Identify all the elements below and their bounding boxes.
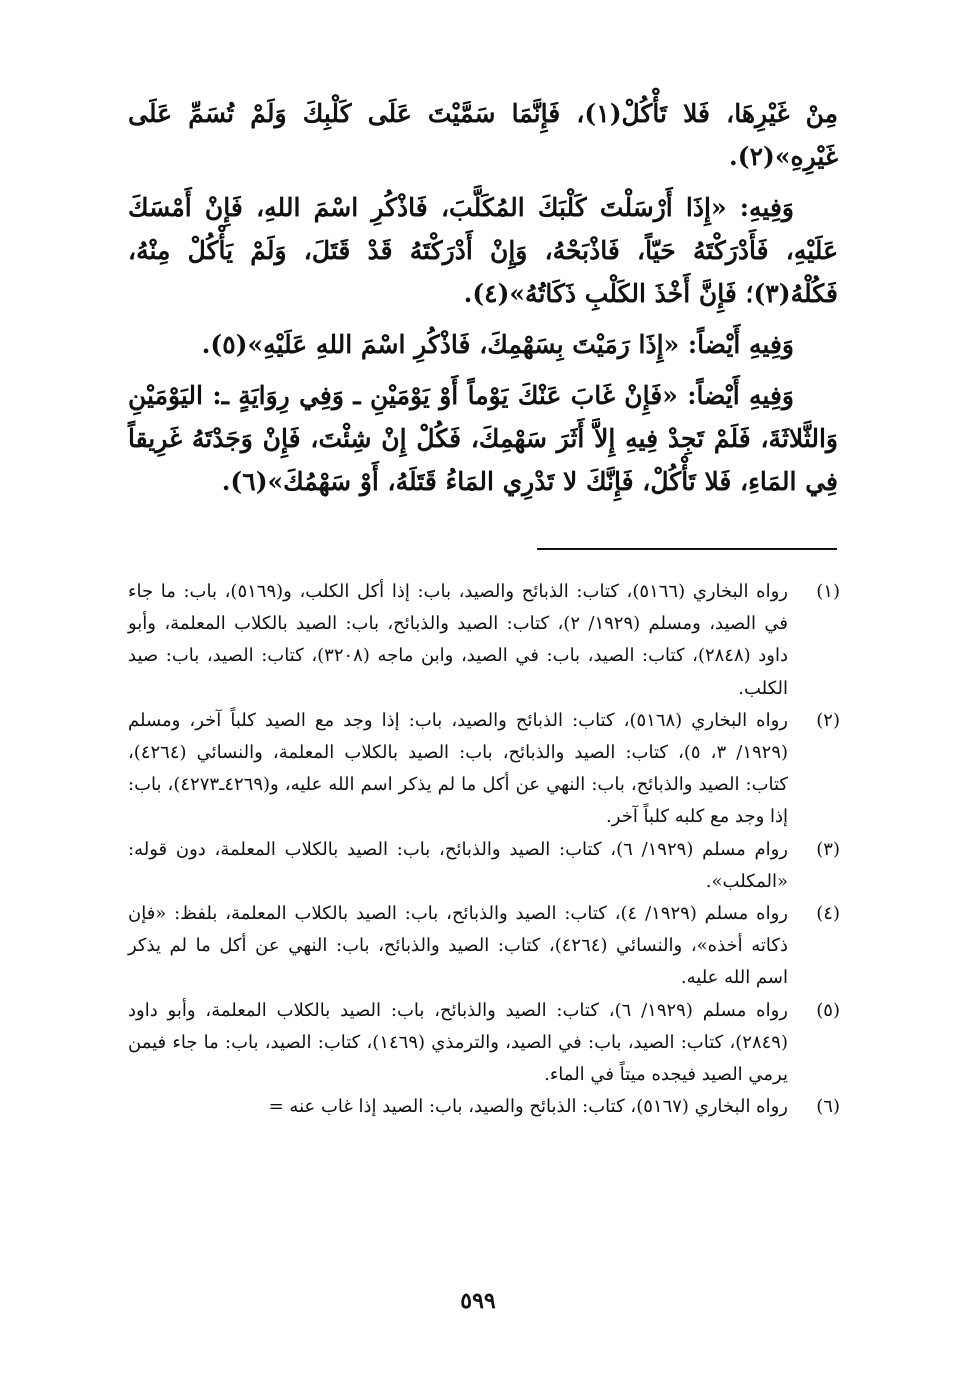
footnote-text: رواه البخاري (٥١٦٨)، كتاب: الذبائح والصيد، باب: إذا وجد مع الصيد كلباً آخر، ومسلم (١٩٢٩/ ٣، ٥)، كتاب: الصيد والذبائح، باب: الصيد بالكلاب المعلمة، والنسائي (٤٢٦٤)، كتاب: الصيد والذبائح، باب: النهي عن أكل ما لم يذكر اسم الله عليه، و(٤٢٦٩ـ٤٢٧٣)، باب: إذا وجد مع كلبه كلباً آخر. [128,709,789,828]
footnotes-section [128,576,840,1123]
footnote-item [128,995,840,1092]
footnote-text: رواه البخاري (٥١٦٧)، كتاب: الذبائح والصيد، باب: الصيد إذا غاب عنه = [268,1096,788,1118]
footnote-text: روام مسلم (١٩٢٩/ ٦)، كتاب: الصيد والذبائح، باب: الصيد بالكلاب المعلمة، دون قوله: «المكلب». [128,838,789,892]
footnote-separator [537,548,837,550]
main-paragraph: وَفِيهِ أَيْضاً: «إِذَا رَمَيْتَ بِسَهْمِكَ، فَاذْكُرِ اسْمَ اللهِ عَلَيْهِ»(٥). [201,330,794,359]
main-paragraph: مِنْ غَيْرِهَا، فَلا تَأْكُلْ(١)، فَإِنَّمَا سَمَّيْتَ عَلَى كَلْبِكَ وَلَمْ تُسَمِّ عَلَى غَيْرِهِ»(٢). [128,99,839,171]
footnote-item [128,834,840,898]
footnote-text: رواه مسلم (١٩٢٩/ ٦)، كتاب: الصيد والذبائح، باب: الصيد بالكلاب المعلمة، وأبو داود (٢٨٤٩)، كتاب: الصيد، باب: في الصيد، والترمذي (١٤٦٩)، كتاب: الصيد، باب: ما جاء فيمن يرمي الصيد فيجده ميتاً في الماء. [128,999,788,1086]
footnote-number: (٤) [816,903,840,925]
footnote-text: رواه مسلم (١٩٢٩/ ٤)، كتاب: الصيد والذبائح، باب: الصيد بالكلاب المعلمة، بلفظ: «فإن ذكاته أخذه»، والنسائي (٤٢٦٤)، كتاب: الصيد والذبائح، باب: النهي عن أكل ما لم يذكر اسم الله عليه. [128,903,788,989]
footnote-number: (٥) [816,999,840,1021]
main-paragraph: وَفِيهِ أَيْضاً: «فَإِنْ غَابَ عَنْكَ يَوْماً أَوْ يَوْمَيْنِ ـ وَفِي رِوَايَةٍ ـ: اليَوْمَيْنِ وَالثَّلاثَةَ، فَلَمْ تَجِدْ فِيهِ إِلاَّ أَثَرَ سَهْمِكَ، فَكُلْ إِنْ شِئْتَ، فَإِنْ وَجَدْتَهُ غَرِيقاً فِي المَاءِ، فَلا تَأْكُلْ، فَإِنَّكَ لا تَدْرِي المَاءُ قَتَلَهُ، أَوْ سَهْمُكَ»(٦). [128,381,838,496]
footnote-item [128,1091,840,1123]
footnote-text: رواه البخاري (٥١٦٦)، كتاب: الذبائح والصيد، باب: إذا أكل الكلب، و(٥١٦٩)، باب: ما جاء في الصيد، ومسلم (١٩٢٩/ ٢)، كتاب: الصيد والذبائح، باب: الصيد بالكلاب المعلمة، وأبو داود (٢٨٤٨)، كتاب: الصيد، باب: في الصيد، وابن ماجه (٣٢٠٨)، كتاب: الصيد، باب: صيد الكلب. [128,581,788,699]
footnote-item [128,898,840,995]
page-number: ٥٩٩ [460,1288,496,1314]
main-paragraph: وَفِيهِ: «إِذَا أَرْسَلْتَ كَلْبَكَ المُكَلَّبَ، فَاذْكُرِ اسْمَ اللهِ، فَإِنْ أَمْسَكَ عَلَيْهِ، فَأَدْرَكْتَهُ حَيّاً، فَاذْبَحْهُ، وَإِنْ أَدْرَكْتَهُ قَدْ قَتَلَ، وَلَمْ يَأْكُلْ مِنْهُ، فَكُلْهُ(٣)؛ فَإِنَّ أَخْذَ الكَلْبِ ذَكَاتُهُ»(٤). [128,193,838,308]
footnote-item [128,576,840,705]
footnote-number: (٦) [816,1096,840,1118]
footnote-number: (١) [816,581,840,602]
footnote-number: (٢) [816,709,840,731]
footnote-number: (٣) [816,838,840,860]
main-text-body [128,92,838,511]
footnote-item [128,705,840,834]
